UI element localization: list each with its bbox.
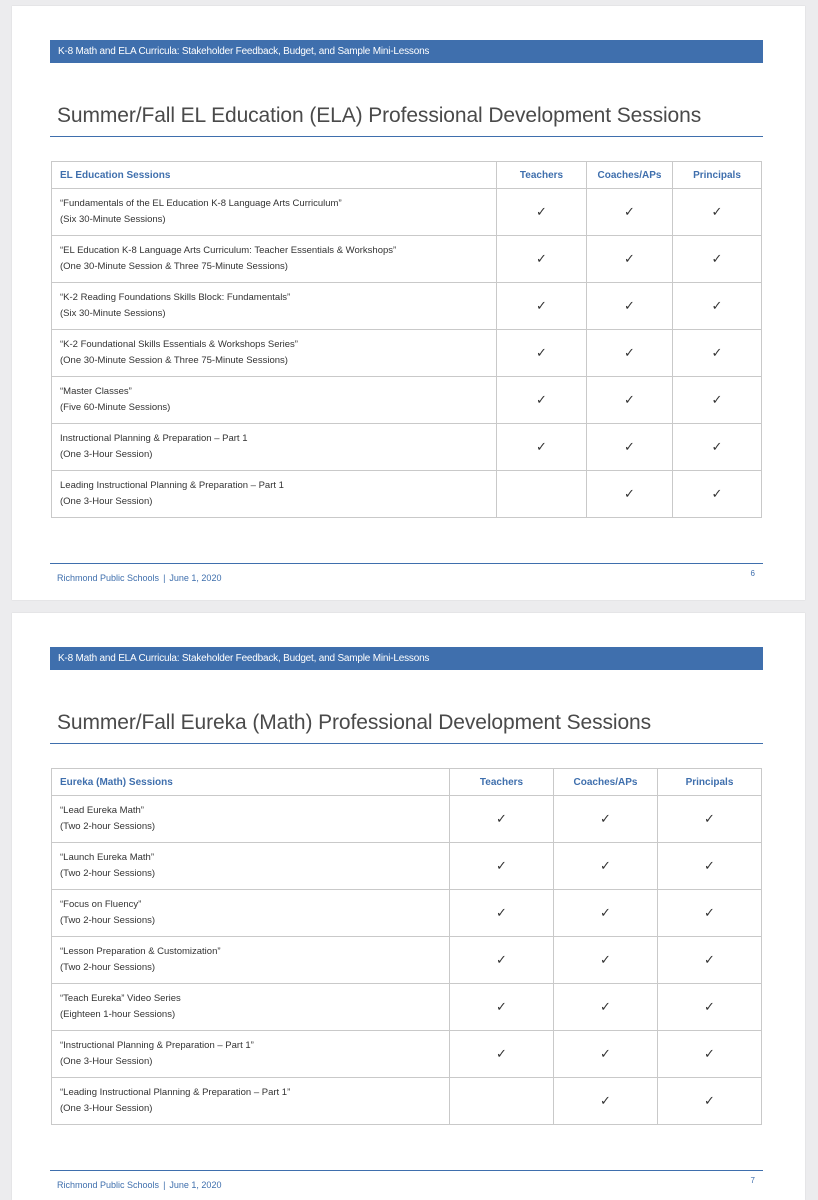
session-cell bbox=[52, 984, 450, 1031]
principals-cell bbox=[658, 937, 762, 984]
checkmark-icon: ✓ bbox=[600, 999, 611, 1014]
session-title: Leading Instructional Planning & Preparation – Part 1 bbox=[60, 480, 284, 491]
session-cell bbox=[52, 1078, 450, 1125]
coaches-cell bbox=[587, 330, 673, 377]
checkmark-icon: ✓ bbox=[711, 345, 723, 360]
coaches-cell bbox=[554, 937, 658, 984]
table-row bbox=[52, 189, 762, 236]
session-title: “Leading Instructional Planning & Preparation – Part 1” bbox=[60, 1087, 291, 1098]
session-duration: (One 3-Hour Session) bbox=[60, 1103, 153, 1114]
principals-cell bbox=[658, 1078, 762, 1125]
checkmark-icon: ✓ bbox=[624, 251, 635, 266]
teachers-cell bbox=[497, 424, 587, 471]
checkmark-icon: ✓ bbox=[496, 1046, 507, 1061]
session-cell bbox=[52, 283, 497, 330]
session-title: “Teach Eureka” Video Series bbox=[60, 993, 181, 1004]
session-cell bbox=[52, 330, 497, 377]
coaches-cell bbox=[554, 1031, 658, 1078]
page-number: 7 bbox=[750, 1176, 755, 1185]
teachers-cell bbox=[450, 843, 554, 890]
principals-cell bbox=[673, 189, 762, 236]
checkmark-icon: ✓ bbox=[711, 392, 723, 407]
page-footer bbox=[57, 1180, 221, 1190]
table-row bbox=[52, 283, 762, 330]
session-title: “Instructional Planning & Preparation – Part 1” bbox=[60, 1040, 254, 1051]
column-header-sessions: Eureka (Math) Sessions bbox=[52, 769, 450, 796]
coaches-cell bbox=[587, 283, 673, 330]
checkmark-icon: ✓ bbox=[711, 298, 723, 313]
session-cell bbox=[52, 796, 450, 843]
table-row bbox=[52, 377, 762, 424]
coaches-cell bbox=[587, 189, 673, 236]
footer-date: June 1, 2020 bbox=[169, 1180, 222, 1190]
principals-cell bbox=[673, 283, 762, 330]
teachers-cell bbox=[450, 937, 554, 984]
table-row bbox=[52, 471, 762, 518]
session-cell bbox=[52, 471, 497, 518]
coaches-cell bbox=[587, 424, 673, 471]
table-row bbox=[52, 1031, 762, 1078]
table-header-row bbox=[52, 162, 762, 189]
coaches-cell bbox=[554, 843, 658, 890]
teachers-cell bbox=[450, 1031, 554, 1078]
checkmark-icon: ✓ bbox=[536, 345, 547, 360]
session-title: “Fundamentals of the EL Education K-8 Language Arts Curriculum” bbox=[60, 198, 342, 209]
session-cell bbox=[52, 189, 497, 236]
teachers-cell bbox=[497, 283, 587, 330]
checkmark-icon: ✓ bbox=[711, 251, 723, 266]
table-row bbox=[52, 984, 762, 1031]
checkmark-icon: ✓ bbox=[624, 345, 635, 360]
session-title: “Launch Eureka Math” bbox=[60, 852, 154, 863]
checkmark-icon: ✓ bbox=[496, 952, 507, 967]
session-duration: (Two 2-hour Sessions) bbox=[60, 915, 156, 926]
session-duration: (One 30-Minute Session & Three 75-Minute Sessions) bbox=[60, 261, 288, 272]
checkmark-icon: ✓ bbox=[704, 1046, 715, 1061]
footer-divider bbox=[50, 563, 763, 564]
teachers-cell bbox=[450, 890, 554, 937]
table-row bbox=[52, 1078, 762, 1125]
table-header-row bbox=[52, 769, 762, 796]
teachers-cell bbox=[497, 189, 587, 236]
principals-cell bbox=[658, 843, 762, 890]
coaches-cell bbox=[554, 796, 658, 843]
footer-divider bbox=[50, 1170, 763, 1171]
page-footer bbox=[57, 573, 221, 583]
table-row bbox=[52, 236, 762, 283]
session-title: “Lesson Preparation & Customization” bbox=[60, 946, 221, 957]
session-title: “EL Education K-8 Language Arts Curriculum: Teacher Essentials & Workshops” bbox=[60, 245, 397, 256]
column-header-sessions: EL Education Sessions bbox=[52, 162, 497, 189]
checkmark-icon: ✓ bbox=[536, 439, 547, 454]
session-cell bbox=[52, 937, 450, 984]
page-title: Summer/Fall EL Education (ELA) Professional Development Sessions bbox=[57, 104, 702, 127]
checkmark-icon: ✓ bbox=[624, 392, 635, 407]
table-row bbox=[52, 796, 762, 843]
session-duration: (One 30-Minute Session & Three 75-Minute Sessions) bbox=[60, 355, 288, 366]
session-duration: (Eighteen 1-hour Sessions) bbox=[60, 1009, 176, 1020]
document-page-6 bbox=[12, 6, 805, 600]
table-row bbox=[52, 330, 762, 377]
table-row bbox=[52, 937, 762, 984]
checkmark-icon: ✓ bbox=[704, 811, 715, 826]
checkmark-icon: ✓ bbox=[711, 204, 723, 219]
checkmark-icon: ✓ bbox=[496, 811, 507, 826]
session-cell bbox=[52, 424, 497, 471]
checkmark-icon: ✓ bbox=[704, 858, 715, 873]
principals-cell bbox=[658, 984, 762, 1031]
checkmark-icon: ✓ bbox=[624, 486, 635, 501]
checkmark-icon: ✓ bbox=[600, 1046, 611, 1061]
column-header-principals: Principals bbox=[673, 162, 762, 189]
page-number: 6 bbox=[750, 569, 755, 578]
footer-organization: Richmond Public Schools bbox=[57, 1180, 160, 1190]
session-duration: (Six 30-Minute Sessions) bbox=[60, 308, 166, 319]
column-header-coaches: Coaches/APs bbox=[554, 769, 658, 796]
session-title: “Focus on Fluency” bbox=[60, 899, 142, 910]
column-header-coaches: Coaches/APs bbox=[587, 162, 673, 189]
checkmark-icon: ✓ bbox=[624, 204, 635, 219]
checkmark-icon: ✓ bbox=[704, 905, 715, 920]
session-title: “K-2 Reading Foundations Skills Block: Fundamentals” bbox=[60, 292, 291, 303]
checkmark-icon: ✓ bbox=[496, 999, 507, 1014]
checkmark-icon: ✓ bbox=[600, 905, 611, 920]
session-duration: (One 3-Hour Session) bbox=[60, 496, 153, 507]
document-page-7 bbox=[12, 613, 805, 1200]
teachers-cell bbox=[497, 471, 587, 518]
page-header-banner: K-8 Math and ELA Curricula: Stakeholder Feedback, Budget, and Sample Mini-Lessons bbox=[50, 647, 763, 670]
session-duration: (Five 60-Minute Sessions) bbox=[60, 402, 171, 413]
session-duration: (One 3-Hour Session) bbox=[60, 1056, 153, 1067]
session-cell bbox=[52, 236, 497, 283]
sessions-table bbox=[51, 768, 762, 1125]
checkmark-icon: ✓ bbox=[711, 439, 723, 454]
session-title: Instructional Planning & Preparation – Part 1 bbox=[60, 433, 248, 444]
table-row bbox=[52, 424, 762, 471]
teachers-cell bbox=[450, 1078, 554, 1125]
table-row bbox=[52, 890, 762, 937]
checkmark-icon: ✓ bbox=[536, 204, 547, 219]
checkmark-icon: ✓ bbox=[704, 1093, 715, 1108]
principals-cell bbox=[658, 890, 762, 937]
checkmark-icon: ✓ bbox=[600, 952, 611, 967]
checkmark-icon: ✓ bbox=[536, 298, 547, 313]
teachers-cell bbox=[497, 330, 587, 377]
session-duration: (One 3-Hour Session) bbox=[60, 449, 153, 460]
checkmark-icon: ✓ bbox=[624, 439, 635, 454]
session-cell bbox=[52, 377, 497, 424]
principals-cell bbox=[673, 377, 762, 424]
session-cell bbox=[52, 1031, 450, 1078]
checkmark-icon: ✓ bbox=[600, 858, 611, 873]
checkmark-icon: ✓ bbox=[711, 486, 723, 501]
checkmark-icon: ✓ bbox=[536, 251, 547, 266]
session-duration: (Two 2-hour Sessions) bbox=[60, 868, 156, 879]
session-cell bbox=[52, 890, 450, 937]
footer-separator: | bbox=[163, 1180, 166, 1190]
principals-cell bbox=[673, 424, 762, 471]
coaches-cell bbox=[587, 236, 673, 283]
page-title: Summer/Fall Eureka (Math) Professional Development Sessions bbox=[57, 711, 652, 734]
teachers-cell bbox=[497, 377, 587, 424]
column-header-principals: Principals bbox=[658, 769, 762, 796]
principals-cell bbox=[658, 1031, 762, 1078]
coaches-cell bbox=[554, 984, 658, 1031]
title-divider bbox=[50, 136, 763, 137]
principals-cell bbox=[658, 796, 762, 843]
session-duration: (Two 2-hour Sessions) bbox=[60, 821, 156, 832]
session-title: “K-2 Foundational Skills Essentials & Workshops Series” bbox=[60, 339, 298, 350]
coaches-cell bbox=[587, 377, 673, 424]
title-divider bbox=[50, 743, 763, 744]
teachers-cell bbox=[450, 796, 554, 843]
session-title: “Lead Eureka Math” bbox=[60, 805, 144, 816]
checkmark-icon: ✓ bbox=[536, 392, 547, 407]
session-duration: (Six 30-Minute Sessions) bbox=[60, 214, 166, 225]
teachers-cell bbox=[497, 236, 587, 283]
session-cell bbox=[52, 843, 450, 890]
column-header-teachers: Teachers bbox=[450, 769, 554, 796]
coaches-cell bbox=[554, 1078, 658, 1125]
checkmark-icon: ✓ bbox=[496, 858, 507, 873]
footer-organization: Richmond Public Schools bbox=[57, 573, 160, 583]
checkmark-icon: ✓ bbox=[704, 999, 715, 1014]
checkmark-icon: ✓ bbox=[600, 811, 611, 826]
checkmark-icon: ✓ bbox=[704, 952, 715, 967]
coaches-cell bbox=[554, 890, 658, 937]
page-header-banner: K-8 Math and ELA Curricula: Stakeholder Feedback, Budget, and Sample Mini-Lessons bbox=[50, 40, 763, 63]
session-title: “Master Classes” bbox=[60, 386, 132, 397]
column-header-teachers: Teachers bbox=[497, 162, 587, 189]
principals-cell bbox=[673, 236, 762, 283]
teachers-cell bbox=[450, 984, 554, 1031]
checkmark-icon: ✓ bbox=[600, 1093, 611, 1108]
principals-cell bbox=[673, 330, 762, 377]
checkmark-icon: ✓ bbox=[624, 298, 635, 313]
session-duration: (Two 2-hour Sessions) bbox=[60, 962, 156, 973]
sessions-table bbox=[51, 161, 762, 518]
coaches-cell bbox=[587, 471, 673, 518]
footer-date: June 1, 2020 bbox=[169, 573, 222, 583]
principals-cell bbox=[673, 471, 762, 518]
table-row bbox=[52, 843, 762, 890]
footer-separator: | bbox=[163, 573, 166, 583]
checkmark-icon: ✓ bbox=[496, 905, 507, 920]
